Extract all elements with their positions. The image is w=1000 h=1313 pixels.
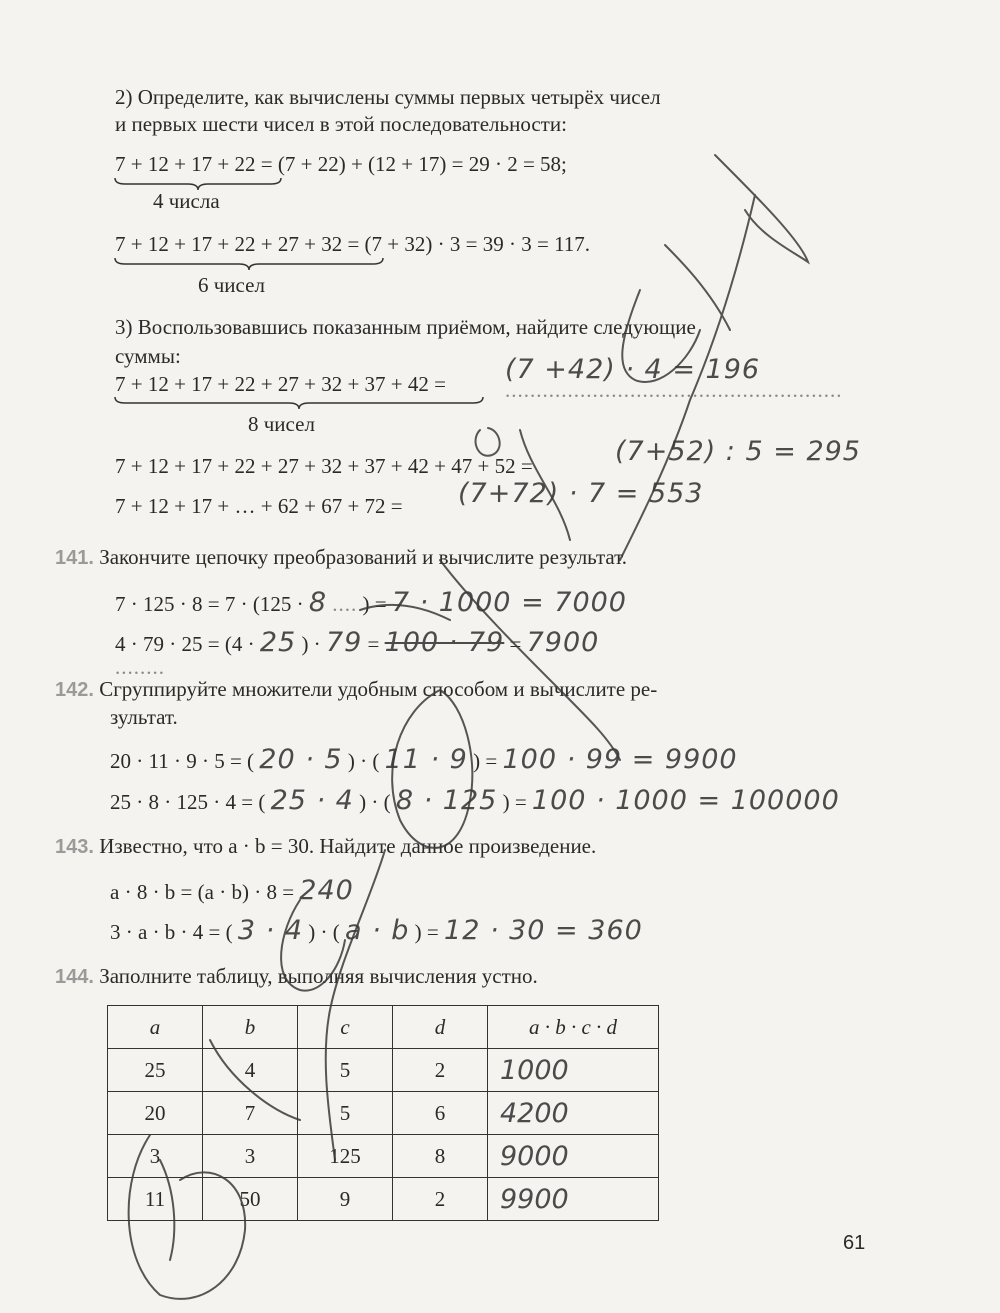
brace-label-8: 8 чисел: [248, 412, 315, 436]
task-prompt: Сгруппируйте множители удобным способом и вычислите ре-: [99, 677, 658, 701]
task142-row2: [110, 785, 840, 816]
part2-eq1-right: = (7 + 22) + (12 + 17) = 29 · 2 = 58;: [260, 152, 567, 176]
brace-8-numbers: [113, 395, 485, 411]
task143-row1: [110, 875, 354, 906]
table-cell: 9: [298, 1178, 393, 1221]
part3-answer-1: (7 +42) · 4 = 196: [505, 354, 761, 385]
table-cell: 20: [108, 1092, 203, 1135]
task142-row1: [110, 744, 738, 775]
table-cell: 2: [393, 1178, 488, 1221]
expr: 7 · 125 · 8 = 7 · (125 ·: [115, 592, 304, 616]
part3-eq1-eq: =: [434, 372, 446, 396]
table-header: c: [298, 1006, 393, 1049]
task-142: [55, 677, 657, 702]
part2-line1: 2) Определите, как вычислены суммы первых четырёх чисел: [115, 85, 661, 109]
task-number: 144.: [55, 966, 94, 988]
table-cell: 4: [203, 1049, 298, 1092]
table-row: [108, 1178, 659, 1221]
task141-dots: ........: [115, 655, 165, 679]
brace-label-6: 6 чисел: [198, 273, 265, 297]
answer-dots: ......................................................: [505, 378, 843, 402]
table-row: [108, 1092, 659, 1135]
table-header: b: [203, 1006, 298, 1049]
handwritten: 8: [308, 587, 327, 618]
table-header: a: [108, 1006, 203, 1049]
task-141: [55, 545, 627, 570]
handwritten: 11 · 9: [384, 744, 468, 775]
expr: 4 · 79 · 25 = (4 ·: [115, 632, 255, 656]
task143-row2: [110, 915, 643, 946]
table-cell: 25: [108, 1049, 203, 1092]
handwritten: 20 · 5: [259, 744, 343, 775]
expr: ) =: [414, 920, 439, 944]
expr: ) =: [362, 592, 387, 616]
handwritten: a · b: [344, 915, 410, 946]
table-cell: 50: [203, 1178, 298, 1221]
task141-row2: [115, 627, 599, 658]
handwritten: 100 · 99 = 9900: [502, 744, 738, 775]
table-cell: 5: [298, 1049, 393, 1092]
expr: 25 · 8 · 125 · 4 = (: [110, 790, 266, 814]
table-header: d: [393, 1006, 488, 1049]
task-prompt: Закончите цепочку преобразований и вычислите результат.: [99, 545, 628, 569]
expr: ) =: [473, 749, 498, 773]
part2-line2: и первых шести чисел в этой последовательности:: [115, 112, 567, 136]
part3-equation-3: 7 + 12 + 17 + … + 62 + 67 + 72 =: [115, 494, 403, 518]
table-cell: 5: [298, 1092, 393, 1135]
handwritten: 100 · 1000 = 100000: [531, 785, 840, 816]
table-cell: 8: [393, 1135, 488, 1178]
part3-answer-2: (7+52) : 5 = 295: [615, 436, 861, 467]
table-cell: 6: [393, 1092, 488, 1135]
expr: ) · (: [347, 749, 380, 773]
table-cell: 7: [203, 1092, 298, 1135]
table-cell-handwritten: 9000: [488, 1135, 659, 1178]
table-cell-handwritten: 9900: [488, 1178, 659, 1221]
handwritten: 100 · 79: [384, 627, 505, 658]
table-cell-handwritten: 4200: [488, 1092, 659, 1135]
table-cell: 2: [393, 1049, 488, 1092]
part3-equation-1: [115, 372, 446, 397]
task141-row1: 7 · 125 · 8 = 7 · (125 · 8 .... ) = 7 · 1000 = 7000: [115, 587, 627, 618]
table-row: [108, 1049, 659, 1092]
handwritten: 8 · 125: [395, 785, 498, 816]
expr: =: [509, 632, 522, 656]
page-number: 61: [843, 1232, 866, 1254]
task-number: 141.: [55, 547, 94, 569]
expr: =: [367, 632, 380, 656]
brace-label-4: 4 числа: [153, 189, 220, 213]
handwritten: 25 · 4: [270, 785, 354, 816]
table-cell-handwritten: 1000: [488, 1049, 659, 1092]
expr: ) ·: [301, 632, 321, 656]
part3-line2: суммы:: [115, 344, 181, 368]
part2-equation-2: [115, 232, 590, 257]
part2-eq1-left: 7 + 12 + 17 + 22: [115, 152, 256, 176]
task-prompt: Известно, что a · b = 30. Найдите данное произведение.: [99, 834, 597, 858]
products-table: [107, 1005, 659, 1221]
part3-equation-2: 7 + 12 + 17 + 22 + 27 + 32 + 37 + 42 + 47 + 52 =: [115, 454, 533, 478]
handwritten: 7 · 1000 = 7000: [391, 587, 627, 618]
table-cell: 11: [108, 1178, 203, 1221]
expr: 3 · a · b · 4 = (: [110, 920, 233, 944]
part3-answer-3: (7+72) · 7 = 553: [458, 478, 704, 509]
task-143: [55, 834, 596, 859]
handwritten: 79: [325, 627, 363, 658]
task-number: 142.: [55, 679, 94, 701]
expr: 20 · 11 · 9 · 5 = (: [110, 749, 255, 773]
part2-eq2-right: = (7 + 32) · 3 = 39 · 3 = 117.: [347, 232, 591, 256]
table-cell: 3: [203, 1135, 298, 1178]
handwritten: 25: [259, 627, 297, 658]
table-header-row: [108, 1006, 659, 1049]
part3-eq1-left: 7 + 12 + 17 + 22 + 27 + 32 + 37 + 42: [115, 372, 429, 396]
table-header: a · b · c · d: [488, 1006, 659, 1049]
task-prompt: Заполните таблицу, выполняя вычисления устно.: [99, 964, 538, 988]
table-cell: 125: [298, 1135, 393, 1178]
handwritten: 3 · 4: [237, 915, 303, 946]
brace-6-numbers: [113, 256, 385, 272]
handwritten: 240: [299, 875, 354, 906]
handwritten: 12 · 30 = 360: [444, 915, 643, 946]
task142-prompt-cont: зультат.: [110, 705, 178, 729]
handwritten: 7900: [526, 627, 600, 658]
table-cell: 3: [108, 1135, 203, 1178]
part2-equation-1: [115, 152, 567, 177]
part2-eq2-left: 7 + 12 + 17 + 22 + 27 + 32: [115, 232, 343, 256]
task-144: [55, 964, 538, 989]
expr: ) · (: [308, 920, 340, 944]
expr: ) =: [502, 790, 527, 814]
table-row: [108, 1135, 659, 1178]
expr: ) · (: [359, 790, 391, 814]
expr: a · 8 · b = (a · b) · 8 =: [110, 880, 295, 904]
task-number: 143.: [55, 836, 94, 858]
part3-line1: 3) Воспользовавшись показанным приёмом, найдите следующие: [115, 315, 696, 339]
